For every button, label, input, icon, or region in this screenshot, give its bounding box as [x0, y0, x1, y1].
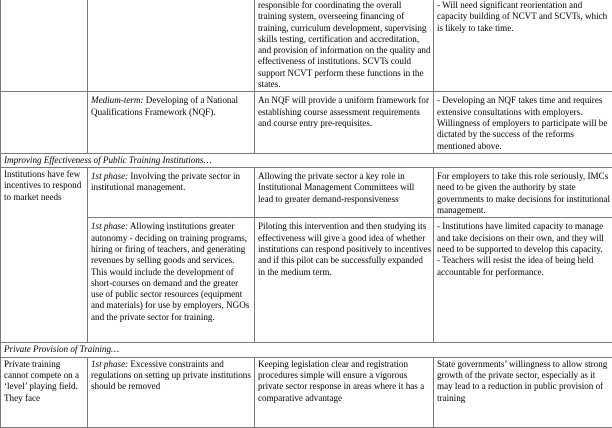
section-heading: Private Provision of Training…: [1, 343, 612, 357]
expected-outcome-cell: [255, 357, 434, 427]
intervention-text: Developing of a National Qualifications Framework (NQF).: [91, 95, 238, 116]
expected-outcome-cell: [255, 92, 434, 153]
issue-cell: [1, 357, 88, 427]
expected-outcome-text: Piloting this intervention and then studying its effectiveness will give a good idea of whether institutions can respond positively to incentives and if this pilot can be successfully expanded in the medium term.: [258, 221, 431, 276]
table-row: [1, 357, 612, 427]
expected-outcome-text: An NQF will provide a uniform framework for establishing course assessment requirements and course entry pre-requisites.: [258, 95, 429, 128]
intervention-text: Excessive constraints and regulations on setting up private institutions should be removed: [91, 359, 251, 392]
issue-text: Private training cannot compete on a ‘level’ playing field. They face: [4, 359, 79, 403]
intervention-cell: [88, 0, 255, 92]
intervention-cell: [88, 218, 255, 343]
intervention-text: Involving the private sector in institutional management.: [91, 171, 240, 192]
risks-cell: [434, 218, 612, 343]
section-heading-row: [1, 343, 612, 357]
intervention-cell: [88, 168, 255, 218]
table-row: [1, 0, 612, 92]
section-heading-row: [1, 153, 612, 167]
intervention-cell: [88, 357, 255, 427]
expected-outcome-text: Allowing the private sector a key role in Institutional Management Committees will lead to greater demand-responsiveness: [258, 171, 414, 204]
phase-label: 1st phase:: [91, 221, 128, 231]
risks-cell: [434, 0, 612, 92]
table-row: [1, 218, 612, 343]
risks-text: - Developing an NQF takes time and requires extensive consultations with employers. Willingness of employers to participate will be dictated by the success of the reforms mentioned above.: [437, 95, 607, 150]
risks-cell: [434, 168, 612, 218]
risks-cell: [434, 92, 612, 153]
phase-label: 1st phase:: [91, 171, 128, 181]
issue-cell: [1, 168, 88, 343]
expected-outcome-text: responsible for coordinating the overall training system, overseeing financing of training, curriculum development, supervising skills testing, certification and accreditation, and provision of information on the quality and effectiveness of institutions. SCVTs could support NCVT perform these functions in the states.: [258, 0, 431, 89]
expected-outcome-cell: [255, 168, 434, 218]
expected-outcome-cell: [255, 0, 434, 92]
phase-label: 1st phase:: [91, 359, 128, 369]
risks-text: - Institutions have limited capacity to manage and take decisions on their own, and they will need to be supported to develop this capacity. - Teachers will resist the idea of being held accountable for performance.: [437, 221, 604, 276]
expected-outcome-cell: [255, 218, 434, 343]
phase-label: Medium-term:: [91, 95, 144, 105]
expected-outcome-text: Keeping legislation clear and registration procedures simple will ensure a vigorous private sector response in areas where it has a comparative advantage: [258, 359, 424, 403]
intervention-text: Allowing institutions greater autonomy - deciding on training programs, hiring or firing of teachers, and generating revenues by selling goods and services. This would include the development of short-courses on demand and the greater use of public sector resources (equipment and materials) for use by employers, NGOs and the private sector for training.: [91, 221, 249, 321]
table-row: [1, 168, 612, 218]
risks-text: - Will need significant reorientation and capacity building of NCVT and SCVTs, which is likely to take time.: [437, 0, 607, 33]
risks-text: State governments’ willingness to allow strong growth of the private sector, especially as it may lead to a reduction in public provision of training: [437, 359, 607, 403]
risks-text: For employers to take this role seriously, IMCs need to be given the authority by state governments to make decisions for institutional management.: [437, 171, 610, 215]
table-row: [1, 92, 612, 153]
risks-cell: [434, 357, 612, 427]
issue-cell: [1, 92, 88, 153]
section-heading: Improving Effectiveness of Public Training Institutions…: [1, 153, 612, 167]
issue-text: Institutions have few incentives to respond to market needs: [4, 169, 81, 202]
issue-cell: [1, 0, 88, 92]
intervention-cell: [88, 92, 255, 153]
